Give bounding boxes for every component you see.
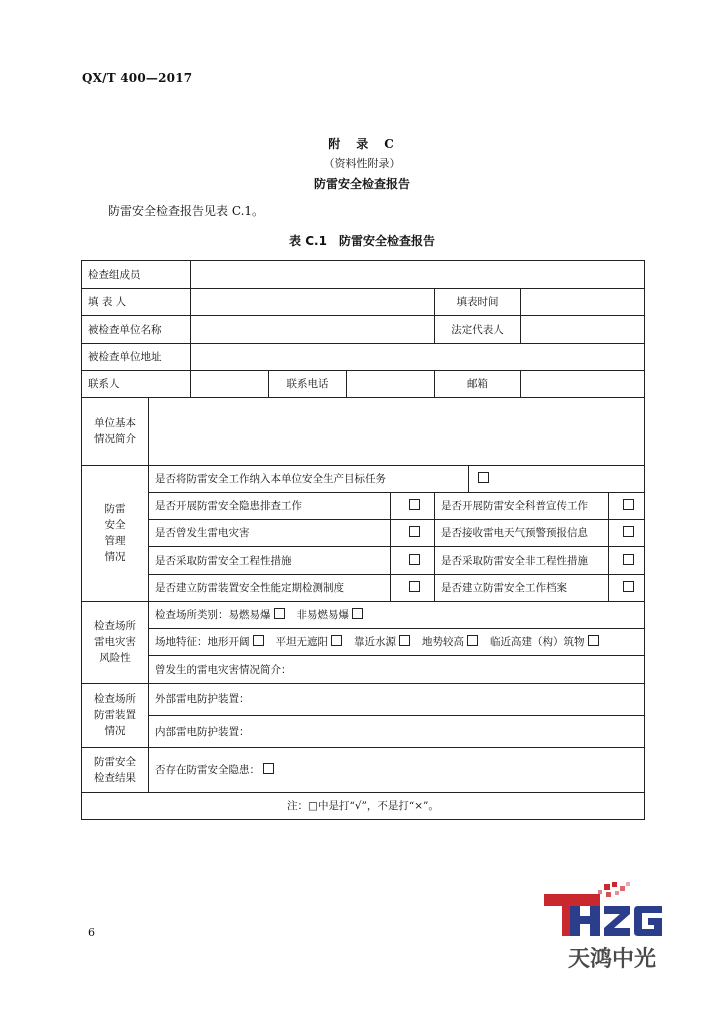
table-row — [82, 601, 645, 628]
mgmt-checkbox-3[interactable] — [609, 493, 645, 520]
unit-intro-field[interactable] — [149, 398, 645, 466]
unit-intro-label: 单位基本 情况简介 — [82, 398, 149, 466]
mgmt-question-7: 是否采取防雷安全非工程性措施 — [435, 547, 609, 574]
mgmt-question-9: 是否建立防雷安全工作档案 — [435, 574, 609, 601]
fill-time-field[interactable] — [521, 289, 645, 316]
appendix-type: （资料性附录） — [323, 157, 401, 170]
safety-management-label: 防雷 安全 管理 情况 — [82, 465, 149, 601]
appendix-title: 防雷安全检查报告 — [313, 177, 410, 191]
terrain-option-high[interactable]: 地势较高 — [422, 636, 478, 648]
inspection-result-label: 防雷安全 检查结果 — [82, 748, 149, 792]
external-protection-field[interactable]: 外部雷电防护装置： — [149, 683, 645, 715]
mgmt-checkbox-4[interactable] — [391, 520, 435, 547]
company-logo — [540, 880, 684, 972]
protection-devices-label: 检查场所 防雷装置 情况 — [82, 683, 149, 748]
contact-field[interactable] — [191, 370, 269, 397]
terrain-option-open[interactable]: 地形开阔 — [208, 636, 264, 648]
mgmt-question-4: 是否曾发生雷电灾害 — [149, 520, 391, 547]
checkbox-icon[interactable] — [274, 608, 285, 619]
table-row — [82, 748, 645, 792]
table-row — [82, 261, 645, 289]
table-row — [82, 792, 645, 819]
inspection-team-label: 检查组成员 — [82, 261, 191, 289]
unit-name-label: 被检查单位名称 — [82, 316, 191, 343]
checkbox-icon[interactable] — [409, 581, 420, 592]
table-row — [82, 398, 645, 466]
lightning-risk-label: 检查场所 雷电灾害 风险性 — [82, 601, 149, 683]
checkbox-icon[interactable] — [409, 554, 420, 565]
mgmt-checkbox-1[interactable] — [469, 465, 645, 492]
checkbox-icon[interactable] — [467, 635, 478, 646]
legal-rep-field[interactable] — [521, 316, 645, 343]
checkbox-icon[interactable] — [352, 608, 363, 619]
table-row — [82, 289, 645, 316]
unit-address-label: 被检查单位地址 — [82, 343, 191, 370]
pixel-squares-icon — [598, 882, 630, 897]
terrain-row: 场地特征：地形开阔 平坦无遮阳 靠近水源 地势较高 临近高建（构）筑物 — [149, 629, 645, 656]
mgmt-question-1: 是否将防雷安全工作纳入本单位安全生产目标任务 — [149, 465, 469, 492]
table-note: 注：□中是打“√”，不是打“×”。 — [82, 792, 645, 819]
mgmt-checkbox-7[interactable] — [609, 547, 645, 574]
table-row — [82, 520, 645, 547]
table-row — [82, 547, 645, 574]
inspection-team-field[interactable] — [191, 261, 645, 289]
postcode-field[interactable] — [521, 370, 645, 397]
internal-protection-field[interactable]: 内部雷电防护装置： — [149, 715, 645, 747]
mgmt-question-2: 是否开展防雷安全隐患排查工作 — [149, 493, 391, 520]
contact-label: 联系人 — [82, 370, 191, 397]
table-row — [82, 683, 645, 715]
checkbox-icon[interactable] — [253, 635, 264, 646]
category-option-non-flammable[interactable]: 非易燃易爆 — [297, 609, 364, 621]
table-row — [82, 656, 645, 683]
standard-code: QX/T 400—2017 — [82, 71, 193, 85]
unit-name-field[interactable] — [191, 316, 435, 343]
mgmt-checkbox-2[interactable] — [391, 493, 435, 520]
table-row — [82, 370, 645, 397]
checkbox-icon[interactable] — [331, 635, 342, 646]
table-row — [82, 715, 645, 747]
table-row — [82, 574, 645, 601]
hzg-logo-icon — [540, 880, 684, 972]
checkbox-icon[interactable] — [409, 499, 420, 510]
contact-phone-field[interactable] — [347, 370, 435, 397]
table-row — [82, 316, 645, 343]
intro-text: 防雷安全检查报告见表 C.1。 — [108, 204, 265, 218]
checkbox-icon[interactable] — [623, 499, 634, 510]
mgmt-question-3: 是否开展防雷安全科普宣传工作 — [435, 493, 609, 520]
table-title: 表 C.1 防雷安全检查报告 — [289, 234, 435, 248]
checkbox-icon[interactable] — [263, 763, 274, 774]
site-category-row: 检查场所类别：易燃易爆 非易燃易爆 — [149, 601, 645, 628]
table-row — [82, 629, 645, 656]
appendix-heading: 附 录 C — [328, 137, 396, 151]
mgmt-question-8: 是否建立防雷装置安全性能定期检测制度 — [149, 574, 391, 601]
checkbox-icon[interactable] — [623, 554, 634, 565]
unit-address-field[interactable] — [191, 343, 645, 370]
postcode-label: 邮箱 — [435, 370, 521, 397]
contact-phone-label: 联系电话 — [269, 370, 347, 397]
checkbox-icon[interactable] — [399, 635, 410, 646]
table-row — [82, 343, 645, 370]
filler-label: 填 表 人 — [82, 289, 191, 316]
terrain-option-water[interactable]: 靠近水源 — [354, 636, 410, 648]
checkbox-icon[interactable] — [409, 526, 420, 537]
legal-rep-label: 法定代表人 — [435, 316, 521, 343]
filler-field[interactable] — [191, 289, 435, 316]
mgmt-checkbox-6[interactable] — [391, 547, 435, 574]
table-row — [82, 465, 645, 492]
terrain-option-tall-buildings[interactable]: 临近高建（构）筑物 — [490, 636, 599, 648]
disaster-history-field[interactable]: 曾发生的雷电灾害情况简介： — [149, 656, 645, 683]
mgmt-checkbox-5[interactable] — [609, 520, 645, 547]
mgmt-checkbox-9[interactable] — [609, 574, 645, 601]
checkbox-icon[interactable] — [623, 526, 634, 537]
mgmt-question-5: 是否接收雷电天气预警预报信息 — [435, 520, 609, 547]
mgmt-checkbox-8[interactable] — [391, 574, 435, 601]
checkbox-icon[interactable] — [623, 581, 634, 592]
mgmt-question-6: 是否采取防雷安全工程性措施 — [149, 547, 391, 574]
fill-time-label: 填表时间 — [435, 289, 521, 316]
table-row — [82, 493, 645, 520]
checkbox-icon[interactable] — [478, 472, 489, 483]
hazard-row: 否存在防雷安全隐患： — [149, 748, 645, 792]
lightning-safety-report-table — [81, 260, 645, 820]
terrain-option-flat[interactable]: 平坦无遮阳 — [276, 636, 343, 648]
page-number: 6 — [88, 926, 95, 939]
checkbox-icon[interactable] — [588, 635, 599, 646]
category-option-flammable[interactable]: 易燃易爆 — [229, 609, 285, 621]
svg-text:天鸿中光: 天鸿中光 — [567, 947, 657, 972]
